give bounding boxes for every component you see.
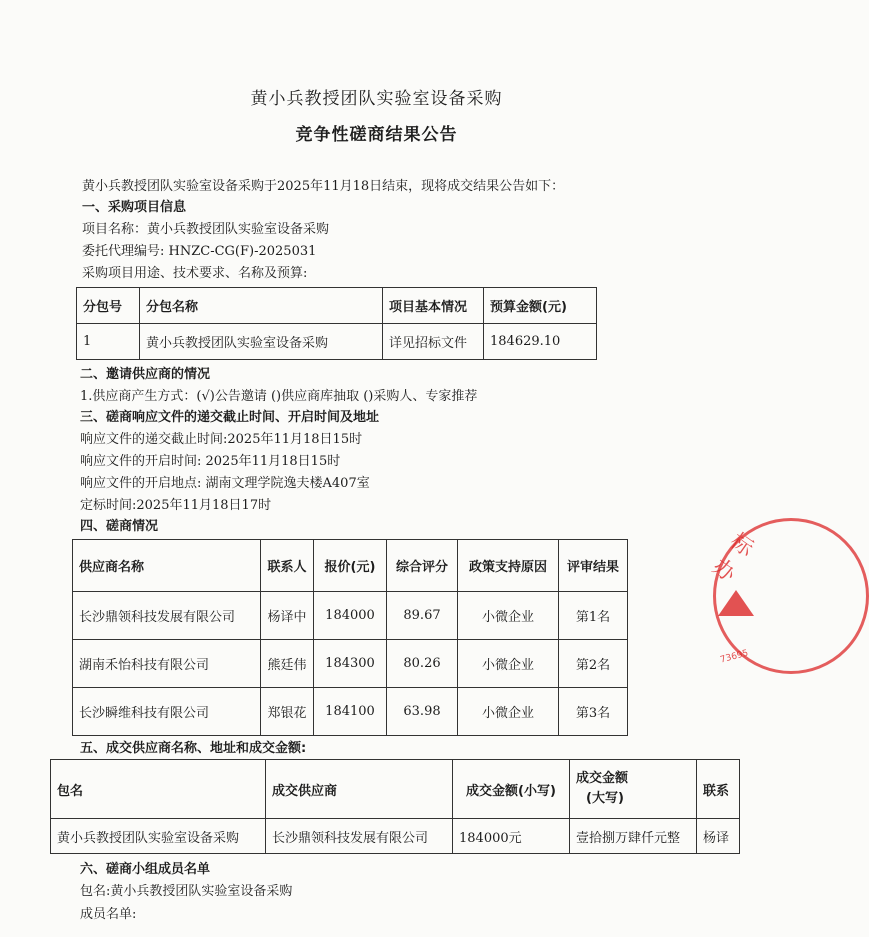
table-header: 供应商名称 — [73, 540, 261, 592]
table-header-row — [73, 540, 628, 592]
table-header: 成交金额(小写) — [453, 760, 570, 819]
table-header: 政策支持原因 — [458, 540, 559, 592]
table-header-line: (大写) — [586, 791, 624, 806]
table-cell: 黄小兵教授团队实验室设备采购 — [51, 819, 266, 854]
table-cell: 80.26 — [387, 640, 458, 688]
table-header: 联系 — [697, 760, 740, 819]
table-row — [51, 819, 740, 854]
table-cell: 小微企业 — [458, 592, 559, 640]
table-header: 报价(元) — [314, 540, 387, 592]
table-cell: 长沙鼎领科技发展有限公司 — [266, 819, 453, 854]
table-cell: 89.67 — [387, 592, 458, 640]
table-header: 预算金额(元) — [484, 288, 597, 324]
table-header-line: 成交金额 — [576, 771, 629, 786]
section4-heading: 四、磋商情况 — [80, 519, 159, 534]
section3-heading: 三、磋商响应文件的递交截止时间、开启时间及地址 — [80, 410, 380, 425]
table-cell: 1 — [77, 324, 140, 360]
award-table — [50, 759, 740, 854]
table-header-row — [51, 760, 740, 819]
table-header: 分包号 — [77, 288, 140, 324]
table-cell: 壹拾捌万肆仟元整 — [570, 819, 697, 854]
table-cell: 第1名 — [559, 592, 628, 640]
table-cell: 详见招标文件 — [383, 324, 484, 360]
seal-text: 标办 — [707, 528, 758, 588]
document-title: 黄小兵教授团队实验室设备采购 — [250, 89, 503, 109]
intro-text: 黄小兵教授团队实验室设备采购于2025年11月18日结束，现将成交结果公告如下： — [82, 179, 565, 194]
bidding-table — [72, 539, 628, 736]
budget-table — [76, 287, 597, 360]
table-cell: 63.98 — [387, 688, 458, 736]
committee-package: 包名:黄小兵教授团队实验室设备采购 — [80, 884, 293, 899]
decide-time: 定标时间:2025年11月18日17时 — [80, 498, 272, 513]
table-cell: 郑银花 — [261, 688, 314, 736]
table-cell: 第2名 — [559, 640, 628, 688]
table-cell: 湖南禾怡科技有限公司 — [73, 640, 261, 688]
table-header — [570, 760, 697, 819]
table-cell: 184300 — [314, 640, 387, 688]
table-cell: 熊廷伟 — [261, 640, 314, 688]
section1-heading: 一、采购项目信息 — [82, 200, 187, 215]
table-cell: 杨译 — [697, 819, 740, 854]
section6-heading: 六、磋商小组成员名单 — [80, 862, 211, 877]
table-cell: 长沙鼎领科技发展有限公司 — [73, 592, 261, 640]
open-place: 响应文件的开启地点: 湖南文理学院逸夫楼A407室 — [80, 476, 370, 491]
section5-heading: 五、成交供应商名称、地址和成交金额: — [80, 741, 307, 756]
table-row — [77, 324, 597, 360]
table-cell: 杨译中 — [261, 592, 314, 640]
table-cell: 长沙瞬维科技有限公司 — [73, 688, 261, 736]
table-header: 成交供应商 — [266, 760, 453, 819]
table-cell: 小微企业 — [458, 640, 559, 688]
document-subtitle: 竞争性磋商结果公告 — [295, 125, 458, 145]
table-header: 分包名称 — [140, 288, 383, 324]
table-header: 评审结果 — [559, 540, 628, 592]
table-header: 综合评分 — [387, 540, 458, 592]
table-cell: 小微企业 — [458, 688, 559, 736]
seal-number: 73695 — [719, 648, 750, 666]
committee-members: 成员名单: — [80, 907, 137, 922]
seal-star-icon — [718, 590, 754, 616]
table-cell: 黄小兵教授团队实验室设备采购 — [140, 324, 383, 360]
table-row — [73, 688, 628, 736]
table-cell: 184100 — [314, 688, 387, 736]
table-cell: 第3名 — [559, 688, 628, 736]
agent-code: 委托代理编号: HNZC-CG(F)-2025031 — [82, 244, 317, 259]
section2-heading: 二、邀请供应商的情况 — [80, 367, 211, 382]
table-cell: 184000 — [314, 592, 387, 640]
table-header: 联系人 — [261, 540, 314, 592]
table-header: 包名 — [51, 760, 266, 819]
table-header: 项目基本情况 — [383, 288, 484, 324]
deadline-time: 响应文件的递交截止时间:2025年11月18日15时 — [80, 432, 363, 447]
open-time: 响应文件的开启时间: 2025年11月18日15时 — [80, 454, 341, 469]
project-name: 项目名称：黄小兵教授团队实验室设备采购 — [82, 222, 330, 237]
supplier-method: 1.供应商产生方式：(√)公告邀请 ()供应商库抽取 ()采购人、专家推荐 — [80, 389, 478, 404]
table-cell: 184000元 — [453, 819, 570, 854]
table-row — [73, 640, 628, 688]
table-header-row — [77, 288, 597, 324]
table-row — [73, 592, 628, 640]
table-cell: 184629.10 — [484, 324, 597, 360]
usage-text: 采购项目用途、技术要求、名称及预算: — [82, 266, 308, 281]
